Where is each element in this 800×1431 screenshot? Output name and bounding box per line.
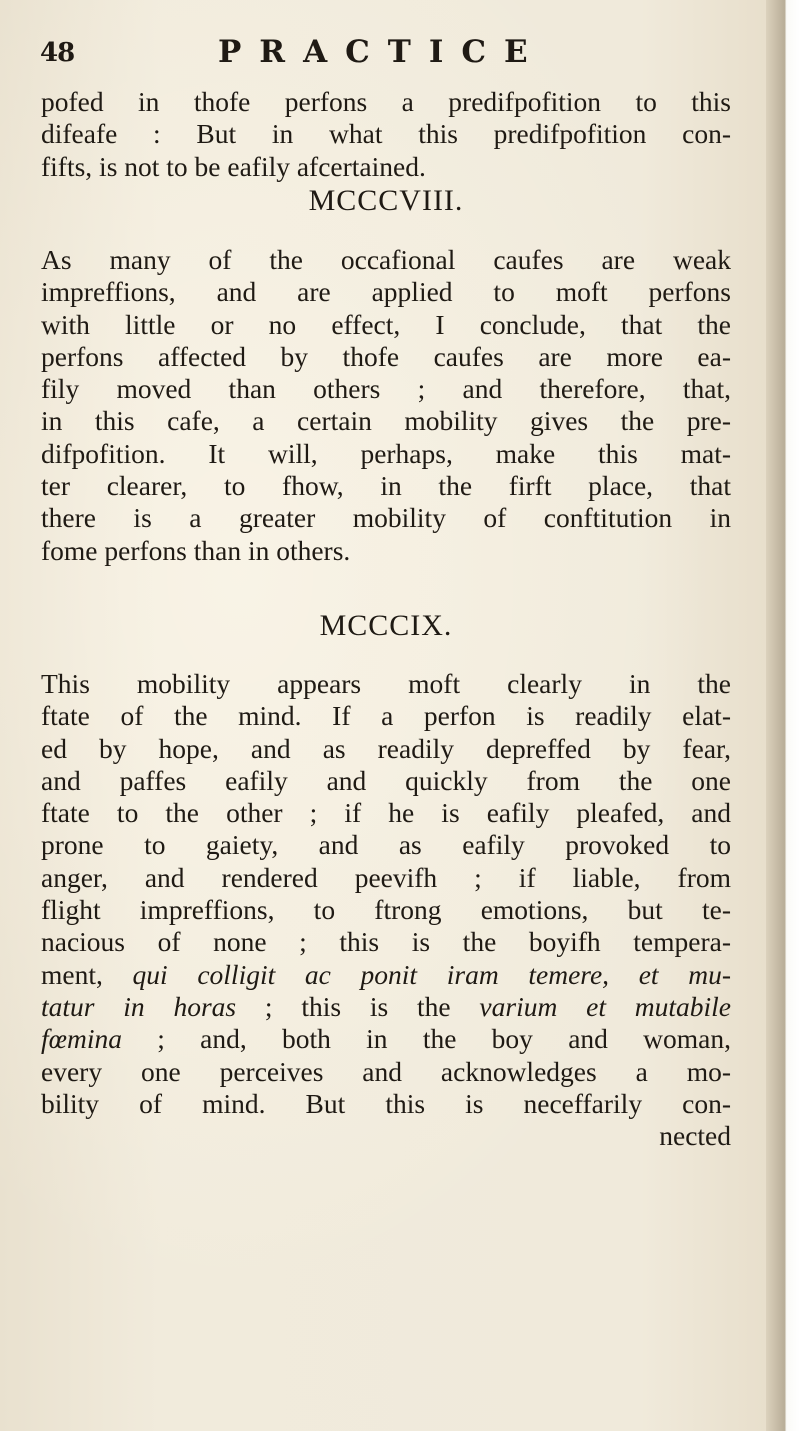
book-spine-edge — [766, 0, 800, 1431]
section-paragraph-mcccviii — [41, 244, 731, 567]
text-fragment: ; this is the — [236, 990, 480, 1022]
text-line: flight impreffions, to ftrong emotions, but te- — [41, 894, 731, 926]
text-line — [41, 991, 731, 1023]
text-line: every one perceives and acknowledges a mo- — [41, 1055, 731, 1087]
text-line: anger, and rendered peevifh ; if liable, from — [41, 861, 731, 893]
text-line: with little or no effect, I conclude, that the — [41, 308, 731, 340]
text-line: fifts, is not to be eafily afcertained. — [41, 150, 426, 182]
text-line: fily moved than others ; and therefore, that, — [41, 373, 731, 405]
latin-quotation: varium et mutabile — [479, 990, 732, 1022]
catchword: nected — [659, 1120, 731, 1152]
text-line: ftate to the other ; if he is eafily pleafed, and — [41, 797, 731, 829]
text-line: bility of mind. But this is neceffarily con- — [41, 1087, 731, 1119]
section-heading-mcccix: MCCCIX. — [319, 609, 453, 642]
text-line: impreffions, and are applied to moft perfons — [41, 276, 731, 308]
text-line: This mobility appears moft clearly in the — [41, 668, 731, 699]
text-line: and paffes eafily and quickly from the one — [41, 764, 731, 796]
text-line: there is a greater mobility of conftitution in — [41, 502, 731, 534]
text-line: pofed in thofe perfons a predifpofition to this — [41, 86, 731, 117]
running-head: PRACTICE — [218, 34, 546, 70]
latin-quotation: fœmina — [41, 1023, 122, 1055]
text-line: in this cafe, a certain mobility gives the pre- — [41, 405, 731, 437]
text-fragment: ment, — [41, 958, 133, 990]
text-line: fome perfons than in others. — [41, 534, 351, 566]
text-line: ter clearer, to fhow, in the firft place, that — [41, 470, 731, 502]
latin-quotation: qui colligit ac ponit iram temere, et mu- — [132, 958, 731, 990]
text-line — [41, 1023, 731, 1055]
text-line: ftate of the mind. If a perfon is readily elat- — [41, 700, 731, 732]
section-heading-mcccviii: MCCCVIII. — [308, 184, 464, 217]
text-fragment: ; and, both in the boy and woman, — [121, 1023, 731, 1055]
latin-quotation: tatur in horas — [41, 990, 237, 1022]
page-header — [40, 30, 770, 70]
text-line: perfons affected by thofe caufes are more ea- — [41, 340, 731, 372]
text-line: ed by hope, and as readily depreffed by fear, — [41, 732, 731, 764]
text-line: nacious of none ; this is the boyifh tempera- — [41, 926, 731, 958]
text-line — [41, 959, 731, 991]
intro-paragraph — [41, 86, 731, 183]
section-paragraph-mcccix — [41, 668, 731, 1152]
text-line: difpofition. It will, perhaps, make this mat- — [41, 437, 731, 469]
text-line: difeafe : But in what this predifpofition con- — [41, 118, 731, 150]
text-line: prone to gaiety, and as eafily provoked to — [41, 829, 731, 861]
text-line: As many of the occafional caufes are weak — [41, 244, 731, 275]
page-number: 48 — [40, 38, 75, 68]
